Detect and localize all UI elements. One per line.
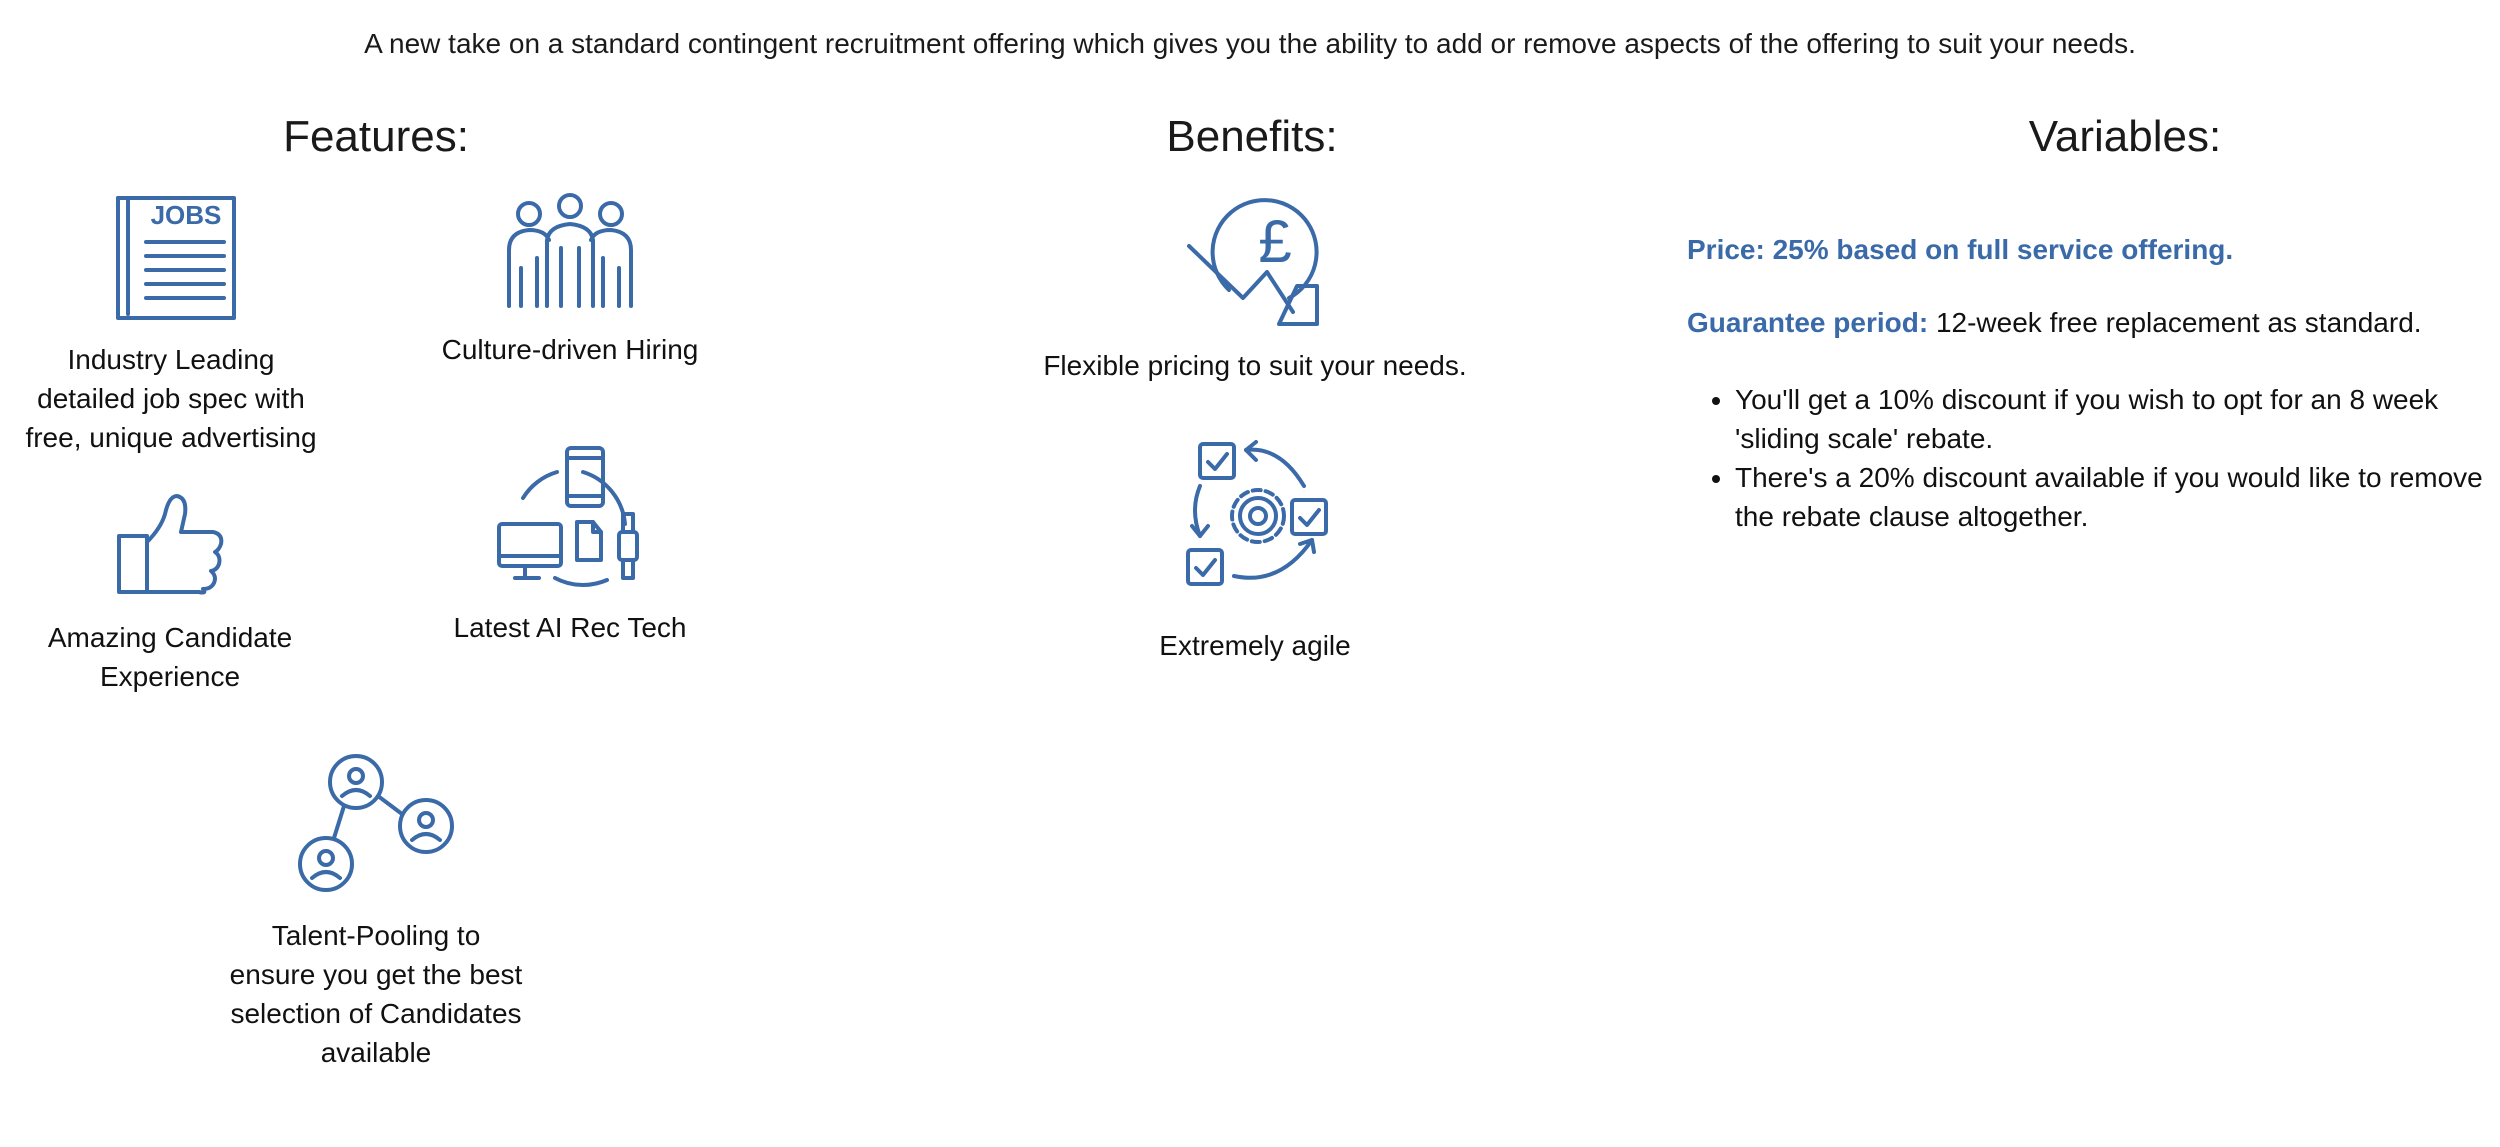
feature-label: Latest AI Rec Tech: [453, 612, 687, 643]
list-item: • You'll get a 10% discount if you wish to opt for an 8 week 'sliding scale' rebate.: [1735, 380, 2487, 458]
svg-text:£: £: [1258, 208, 1292, 275]
feature-item-culture: [420, 188, 720, 369]
feature-item-candidate-experience: [30, 492, 310, 696]
feature-item-job-spec: [16, 192, 326, 457]
variables-block: [1687, 230, 2487, 536]
thumbs-up-icon: [115, 492, 225, 596]
jobs-newspaper-icon: [106, 192, 236, 322]
feature-item-talent-pooling: [226, 754, 526, 1072]
feature-label: Culture-driven Hiring: [441, 334, 699, 365]
guarantee-value: 12-week free replacement as standard.: [1928, 307, 2422, 338]
feature-label: Industry Leading detailed job spec with free, unique advertising: [25, 344, 317, 453]
variables-heading: Variables:: [2028, 112, 2222, 161]
benefit-item-agile: [1080, 440, 1430, 665]
discount-list: [1687, 380, 2487, 536]
benefit-item-flexible-pricing: [1030, 186, 1480, 385]
benefits-heading: Benefits:: [1166, 112, 1338, 161]
svg-text:JOBS: JOBS: [150, 200, 222, 230]
intro-text: A new take on a standard contingent recruitment offering which gives you the ability to add or remove aspects of the offering to suit your needs.: [364, 28, 2136, 59]
features-heading: Features:: [283, 112, 469, 161]
feature-item-ai-tech: [440, 444, 700, 647]
team-people-icon: [505, 188, 635, 308]
price-text: Price: 25% based on full service offering.: [1687, 234, 2234, 265]
benefit-label: Flexible pricing to suit your needs.: [1043, 350, 1467, 381]
list-item: • There's a 20% discount available if you would like to remove the rebate clause altogether.: [1735, 458, 2487, 536]
devices-icon: [495, 444, 645, 594]
benefit-label: Extremely agile: [1159, 630, 1351, 661]
feature-label: Amazing Candidate Experience: [47, 622, 293, 692]
feature-label: Talent-Pooling to ensure you get the best selection of Candidates available: [229, 920, 523, 1068]
agile-gear-icon: [1180, 440, 1330, 590]
guarantee-text: [1687, 303, 2487, 342]
network-people-icon: [296, 754, 456, 894]
guarantee-label: Guarantee period:: [1687, 307, 1929, 338]
pound-decrease-icon: [1185, 186, 1325, 326]
